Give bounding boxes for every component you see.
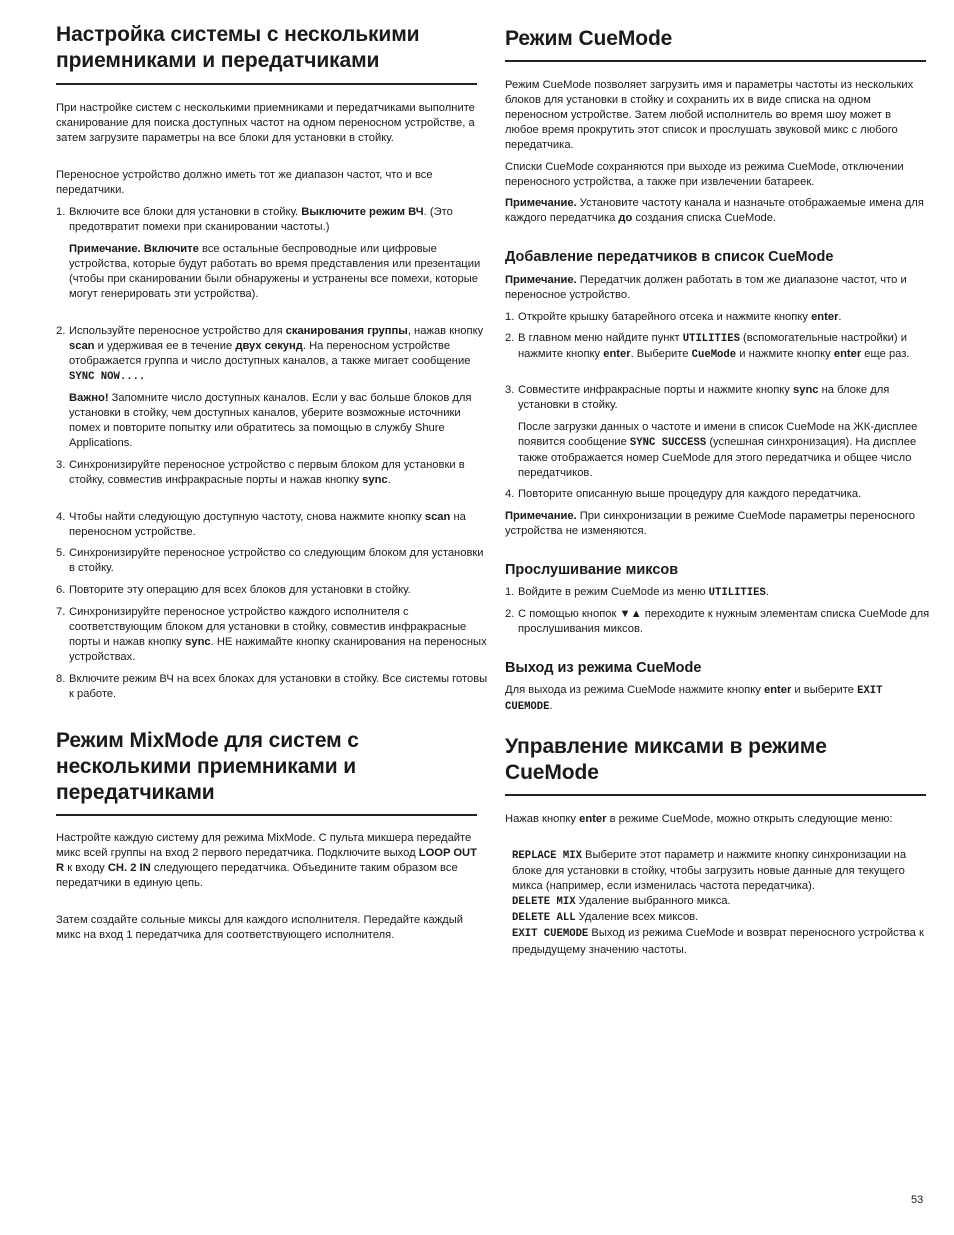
heading-rule	[56, 814, 477, 816]
add-note: Примечание. При синхронизации в режиме CueMode параметры переносного устройства не изменяются.	[505, 510, 915, 538]
list-item: 2. Используйте переносное устройство для сканирования группы, нажав кнопку scan и удерживая ее в течение двух секунд. На переносном устройстве отображается группа и число доступных каналов, а также мигает сообщение SYNC NOW....	[56, 325, 484, 384]
intro-paragraph: Переносное устройство должно иметь тот же диапазон частот, что и все передатчики.	[56, 169, 433, 197]
heading-line: Настройка системы с несколькими	[56, 23, 420, 46]
menu-entry: DELETE MIX Удаление выбранного микса.	[512, 895, 731, 909]
list-item: 2. С помощью кнопок ▼▲ переходите к нужным элементам списка CueMode для прослушивания миксов.	[505, 608, 930, 636]
list-item: 5. Синхронизируйте переносное устройство со следующим блоком для установки в стойку.	[56, 547, 484, 575]
section-title-manage: Управление миксами в режиме CueMode	[505, 735, 827, 784]
cuemode-note: Примечание. Установите частоту канала и назначьте отображаемые имена для каждого передатчика до создания списка CueMode.	[505, 197, 924, 225]
subsection-title-listen: Прослушивание миксов	[505, 562, 679, 578]
heading-rule	[56, 83, 477, 85]
important-note: Важно! Запомните число доступных каналов. Если у вас больше блоков для установки в стойку, чем доступных каналов, уберите возможные источники помех и повторите попытку или обратитесь за помощью в службу Shure Applications.	[69, 392, 472, 450]
list-item: 1. Войдите в режим CueMode из меню UTILITIES.	[505, 586, 769, 599]
menu-entry: DELETE ALL Удаление всех миксов.	[512, 911, 699, 925]
heading-rule	[505, 794, 926, 796]
cuemode-paragraph: Режим CueMode позволяет загрузить имя и параметры частоты из нескольких блоков для установки в стойку и сохранить их в виде списка на одном переносном устройстве. Затем любой исполнитель во время шоу может в любое время прокрутить этот список и прослушать звуковой микс с любого передатчика.	[505, 79, 914, 152]
list-item: 7. Синхронизируйте переносное устройство каждого исполнителя с соответствующим блоком для установки в стойку, совместив инфракрасные порты и нажав кнопку sync. НЕ нажимайте кнопку сканирования на переносных устройствах.	[56, 606, 487, 664]
menu-entry: REPLACE MIX Выберите этот параметр и нажмите кнопку синхронизации на блоке для установки в стойку, чтобы загрузить новые данные для текущего микса (например, если изменилась частота передатчика).	[512, 849, 907, 893]
heading-line: приемниками и передатчиками	[56, 49, 380, 72]
page-number: 53	[911, 1194, 924, 1206]
subsection-title-exit: Выход из режима CueMode	[505, 660, 702, 676]
menu-entry: EXIT CUEMODE Выход из режима CueMode и возврат переносного устройства к предыдущему значению частоты.	[512, 927, 924, 956]
list-item: 6. Повторите эту операцию для всех блоков для установки в стойку.	[56, 584, 411, 596]
list-item: 3. Совместите инфракрасные порты и нажмите кнопку sync на блоке для установки в стойку.	[505, 384, 890, 412]
mixmode-paragraph: Затем создайте сольные миксы для каждого исполнителя. Передайте каждый микс на вход 1 передатчика для соответствующего исполнителя.	[56, 914, 464, 942]
list-subparagraph: После загрузки данных о частоте и имени в список CueMode на ЖК-дисплее появится сообщение SYNC SUCCESS (успешная синхронизация). На дисплее также отображается номер CueMode для этого передатчика и общее число передатчиков.	[518, 421, 918, 480]
section-title-cuemode: Режим CueMode	[505, 27, 673, 50]
heading-rule	[505, 60, 926, 62]
mixmode-paragraph: Настройте каждую систему для режима MixMode. С пульта микшера передайте микс всей группы на вход 2 первого передатчика. Подключите выход LOOP OUT R к входу CH. 2 IN следующего передатчика. Объедините таким образом все передатчики в единую цепь.	[56, 832, 477, 890]
list-item: 4. Чтобы найти следующую доступную частоту, снова нажмите кнопку scan на переносном устройстве.	[56, 511, 466, 539]
list-item: 4. Повторите описанную выше процедуру для каждого передатчика.	[505, 488, 862, 500]
intro-paragraph: При настройке систем с несколькими приемниками и передатчиками выполните сканирование для поиска доступных частот на одном переносном устройстве, а затем загрузите параметры на все блоки для установки в стойку.	[56, 102, 475, 145]
add-note: Примечание. Передатчик должен работать в том же диапазоне частот, что и переносное устройство.	[505, 274, 907, 302]
exit-paragraph: Для выхода из режима CueMode нажмите кнопку enter и выберите EXIT CUEMODE.	[505, 684, 883, 714]
note: Примечание. Включите все остальные беспроводные или цифровые устройства, которые будут работать во время представления или презентации (чтобы при сканировании были обнаружены и устранены все помехи, которые могут генерировать эти устройства).	[69, 243, 481, 301]
list-item: 3. Синхронизируйте переносное устройство с первым блоком для установки в стойку, совместив инфракрасные порты и нажав кнопку sync.	[56, 459, 465, 487]
list-item: 8. Включите режим ВЧ на всех блоках для установки в стойку. Все системы готовы к работе.	[56, 673, 488, 701]
list-item: 2. В главном меню найдите пункт UTILITIES (вспомогательные настройки) и нажмите кнопку enter. Выберите CueMode и нажмите кнопку enter еще раз.	[505, 332, 910, 362]
section-title-multi-setup	[56, 22, 477, 74]
section-title-mixmode: Режим MixMode для систем с несколькими приемниками и передатчиками	[56, 729, 359, 804]
list-item: 1. Откройте крышку батарейного отсека и нажмите кнопку enter.	[505, 311, 842, 323]
list-item: 1. Включите все блоки для установки в стойку. Выключите режим ВЧ. (Это предотвратит помехи при сканировании частоты.)	[56, 206, 453, 234]
manage-intro: Нажав кнопку enter в режиме CueMode, можно открыть следующие меню:	[505, 813, 893, 825]
cuemode-paragraph: Списки CueMode сохраняются при выходе из режима CueMode, отключении переносного устройства, а также при извлечении батареек.	[505, 161, 904, 189]
menu-list	[505, 848, 926, 958]
arrow-down-up-icon: ▼▲	[619, 608, 642, 620]
subsection-title-add: Добавление передатчиков в список CueMode	[505, 249, 834, 265]
